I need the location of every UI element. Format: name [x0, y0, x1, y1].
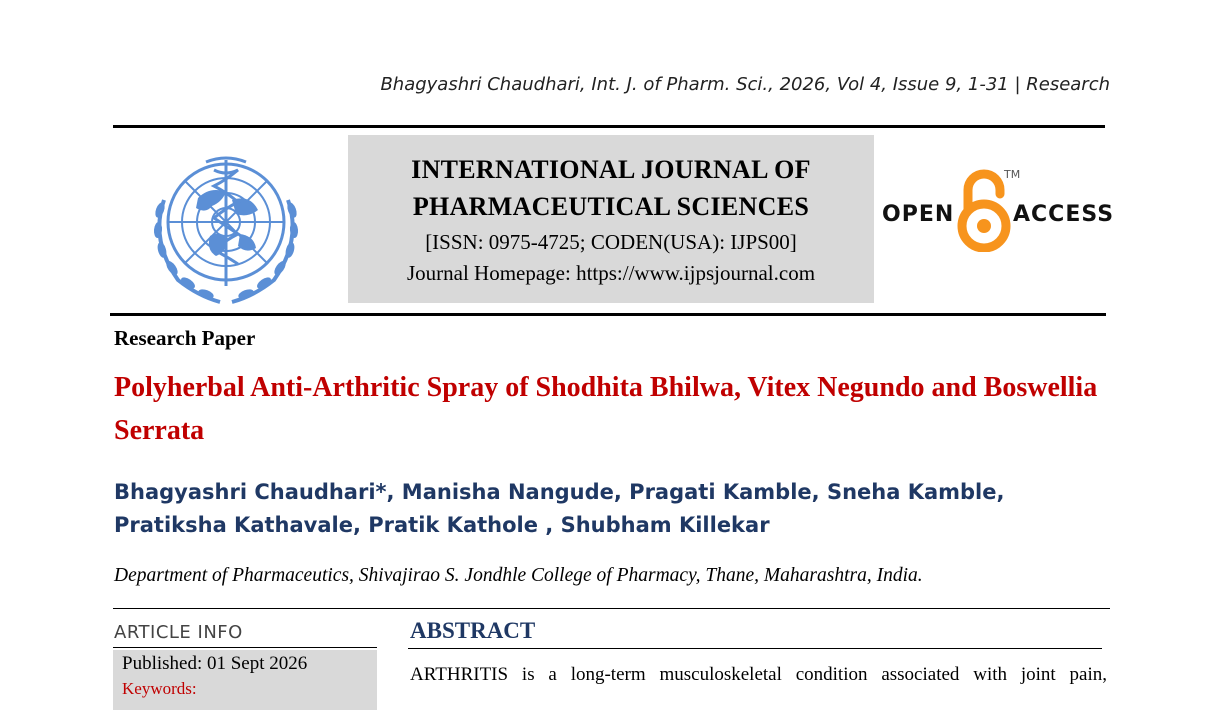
- journal-homepage[interactable]: Journal Homepage: https://www.ijpsjournal.com: [406, 261, 816, 285]
- keywords-label: Keywords:: [122, 679, 197, 698]
- journal-name-line-2: PHARMACEUTICAL SCIENCES: [412, 192, 810, 221]
- published-date: Published: 01 Sept 2026: [122, 653, 308, 674]
- journal-masthead-box: [348, 135, 874, 303]
- globe-caduceus-emblem-icon: [128, 140, 324, 306]
- affiliation-rule: [113, 608, 1110, 609]
- paper-title: Polyherbal Anti-Arthritic Spray of Shodhita Bhilwa, Vitex Negundo and Boswellia Serrata: [114, 372, 1098, 446]
- author-list: [114, 476, 1094, 542]
- open-access-left-text: OPEN: [882, 202, 955, 227]
- header-bottom-rule: [110, 313, 1106, 316]
- journal-issn: [ISSN: 0975-4725; CODEN(USA): IJPS00]: [425, 230, 797, 254]
- article-info-heading: ARTICLE INFO: [114, 622, 243, 643]
- article-info-rule: [113, 647, 377, 648]
- authors-line-1: Bhagyashri Chaudhari*, Manisha Nangude, Pragati Kamble, Sneha Kamble,: [114, 480, 1005, 504]
- open-access-right-text: ACCESS: [1013, 202, 1115, 227]
- trademark-mark: TM: [1004, 168, 1021, 181]
- abstract-text: ARTHRITIS is a long-term musculoskeletal condition associated with joint pain,: [410, 664, 1107, 685]
- journal-name-line-1: INTERNATIONAL JOURNAL OF: [411, 155, 811, 184]
- journal-name: [348, 151, 874, 225]
- running-head: Bhagyashri Chaudhari, Int. J. of Pharm. Sci., 2026, Vol 4, Issue 9, 1-31 | Research: [380, 74, 1110, 95]
- abstract-heading: ABSTRACT: [410, 618, 536, 643]
- affiliation: Department of Pharmaceutics, Shivajirao S. Jondhle College of Pharmacy, Thane, Maharashtra, India.: [114, 565, 923, 586]
- header-top-rule: [113, 125, 1105, 128]
- authors-line-2: Pratiksha Kathavale, Pratik Kathole , Shubham Killekar: [114, 513, 770, 537]
- paper-type-label: Research Paper: [114, 326, 256, 350]
- abstract-rule: [408, 648, 1102, 649]
- open-access-logo: [880, 166, 1115, 252]
